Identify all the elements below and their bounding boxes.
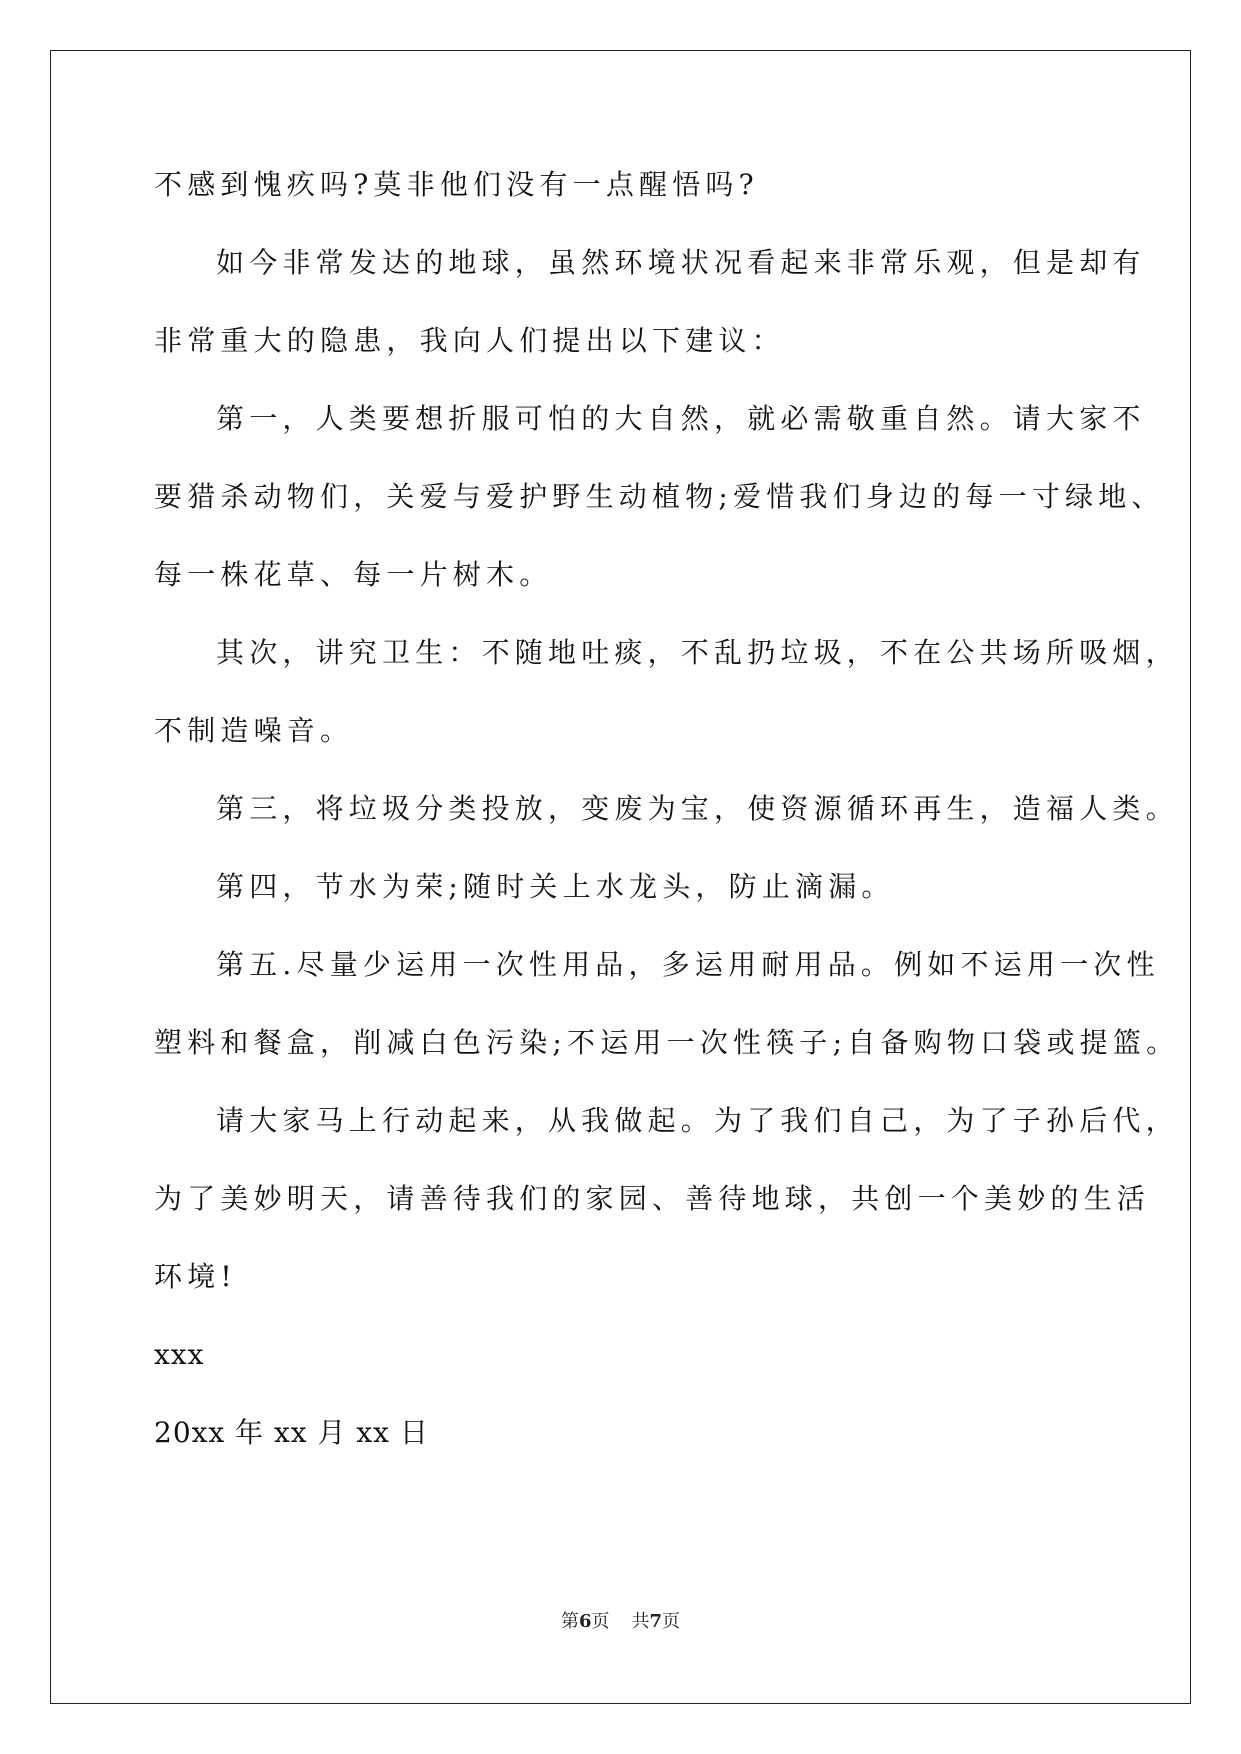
text-line-4: 第一，人类要想折服可怕的大自然，就必需敬重自然。请大家不 — [216, 402, 1146, 435]
text-line-12: 塑料和餐盒，削减白色污染;不运用一次性筷子;自备购物口袋或提篮。 — [154, 1026, 1180, 1059]
signature-date: 20xx 年 xx 月 xx 日 — [154, 1416, 429, 1449]
text-line-14: 为了美妙明天，请善待我们的家园、善待地球，共创一个美妙的生活 — [154, 1182, 1151, 1215]
text-line-3: 非常重大的隐患，我向人们提出以下建议： — [154, 324, 785, 357]
text-line-6: 每一株花草、每一片树木。 — [154, 558, 553, 591]
text-line-7: 其次，讲究卫生：不随地吐痰，不乱扔垃圾，不在公共场所吸烟， — [216, 636, 1179, 669]
text-line-9: 第三，将垃圾分类投放，变废为宝，使资源循环再生，造福人类。 — [216, 792, 1179, 825]
text-line-15: 环境! — [154, 1260, 237, 1293]
text-line-5: 要猎杀动物们，关爱与爱护野生动植物;爱惜我们身边的每一寸绿地、 — [154, 480, 1165, 513]
text-line-8: 不制造噪音。 — [154, 714, 354, 747]
total-page-number: 7 — [649, 1611, 663, 1632]
page-footer — [0, 1610, 1241, 1634]
text-line-1: 不感到愧疚吗?莫非他们没有一点醒悟吗? — [154, 168, 759, 201]
text-line-2: 如今非常发达的地球，虽然环境状况看起来非常乐观，但是却有 — [216, 246, 1146, 279]
current-page-number: 6 — [578, 1611, 592, 1632]
total-suffix: 页 — [662, 1611, 681, 1632]
page-suffix: 页 — [591, 1611, 610, 1632]
signature-name: xxx — [154, 1338, 205, 1371]
text-line-13: 请大家马上行动起来，从我做起。为了我们自己，为了子孙后代， — [216, 1104, 1179, 1137]
page-prefix: 第 — [560, 1611, 579, 1632]
total-prefix: 共 — [631, 1611, 650, 1632]
text-line-10: 第四，节水为荣;随时关上水龙头，防止滴漏。 — [216, 870, 895, 903]
text-line-11: 第五.尽量少运用一次性用品，多运用耐用品。例如不运用一次性 — [216, 948, 1160, 981]
